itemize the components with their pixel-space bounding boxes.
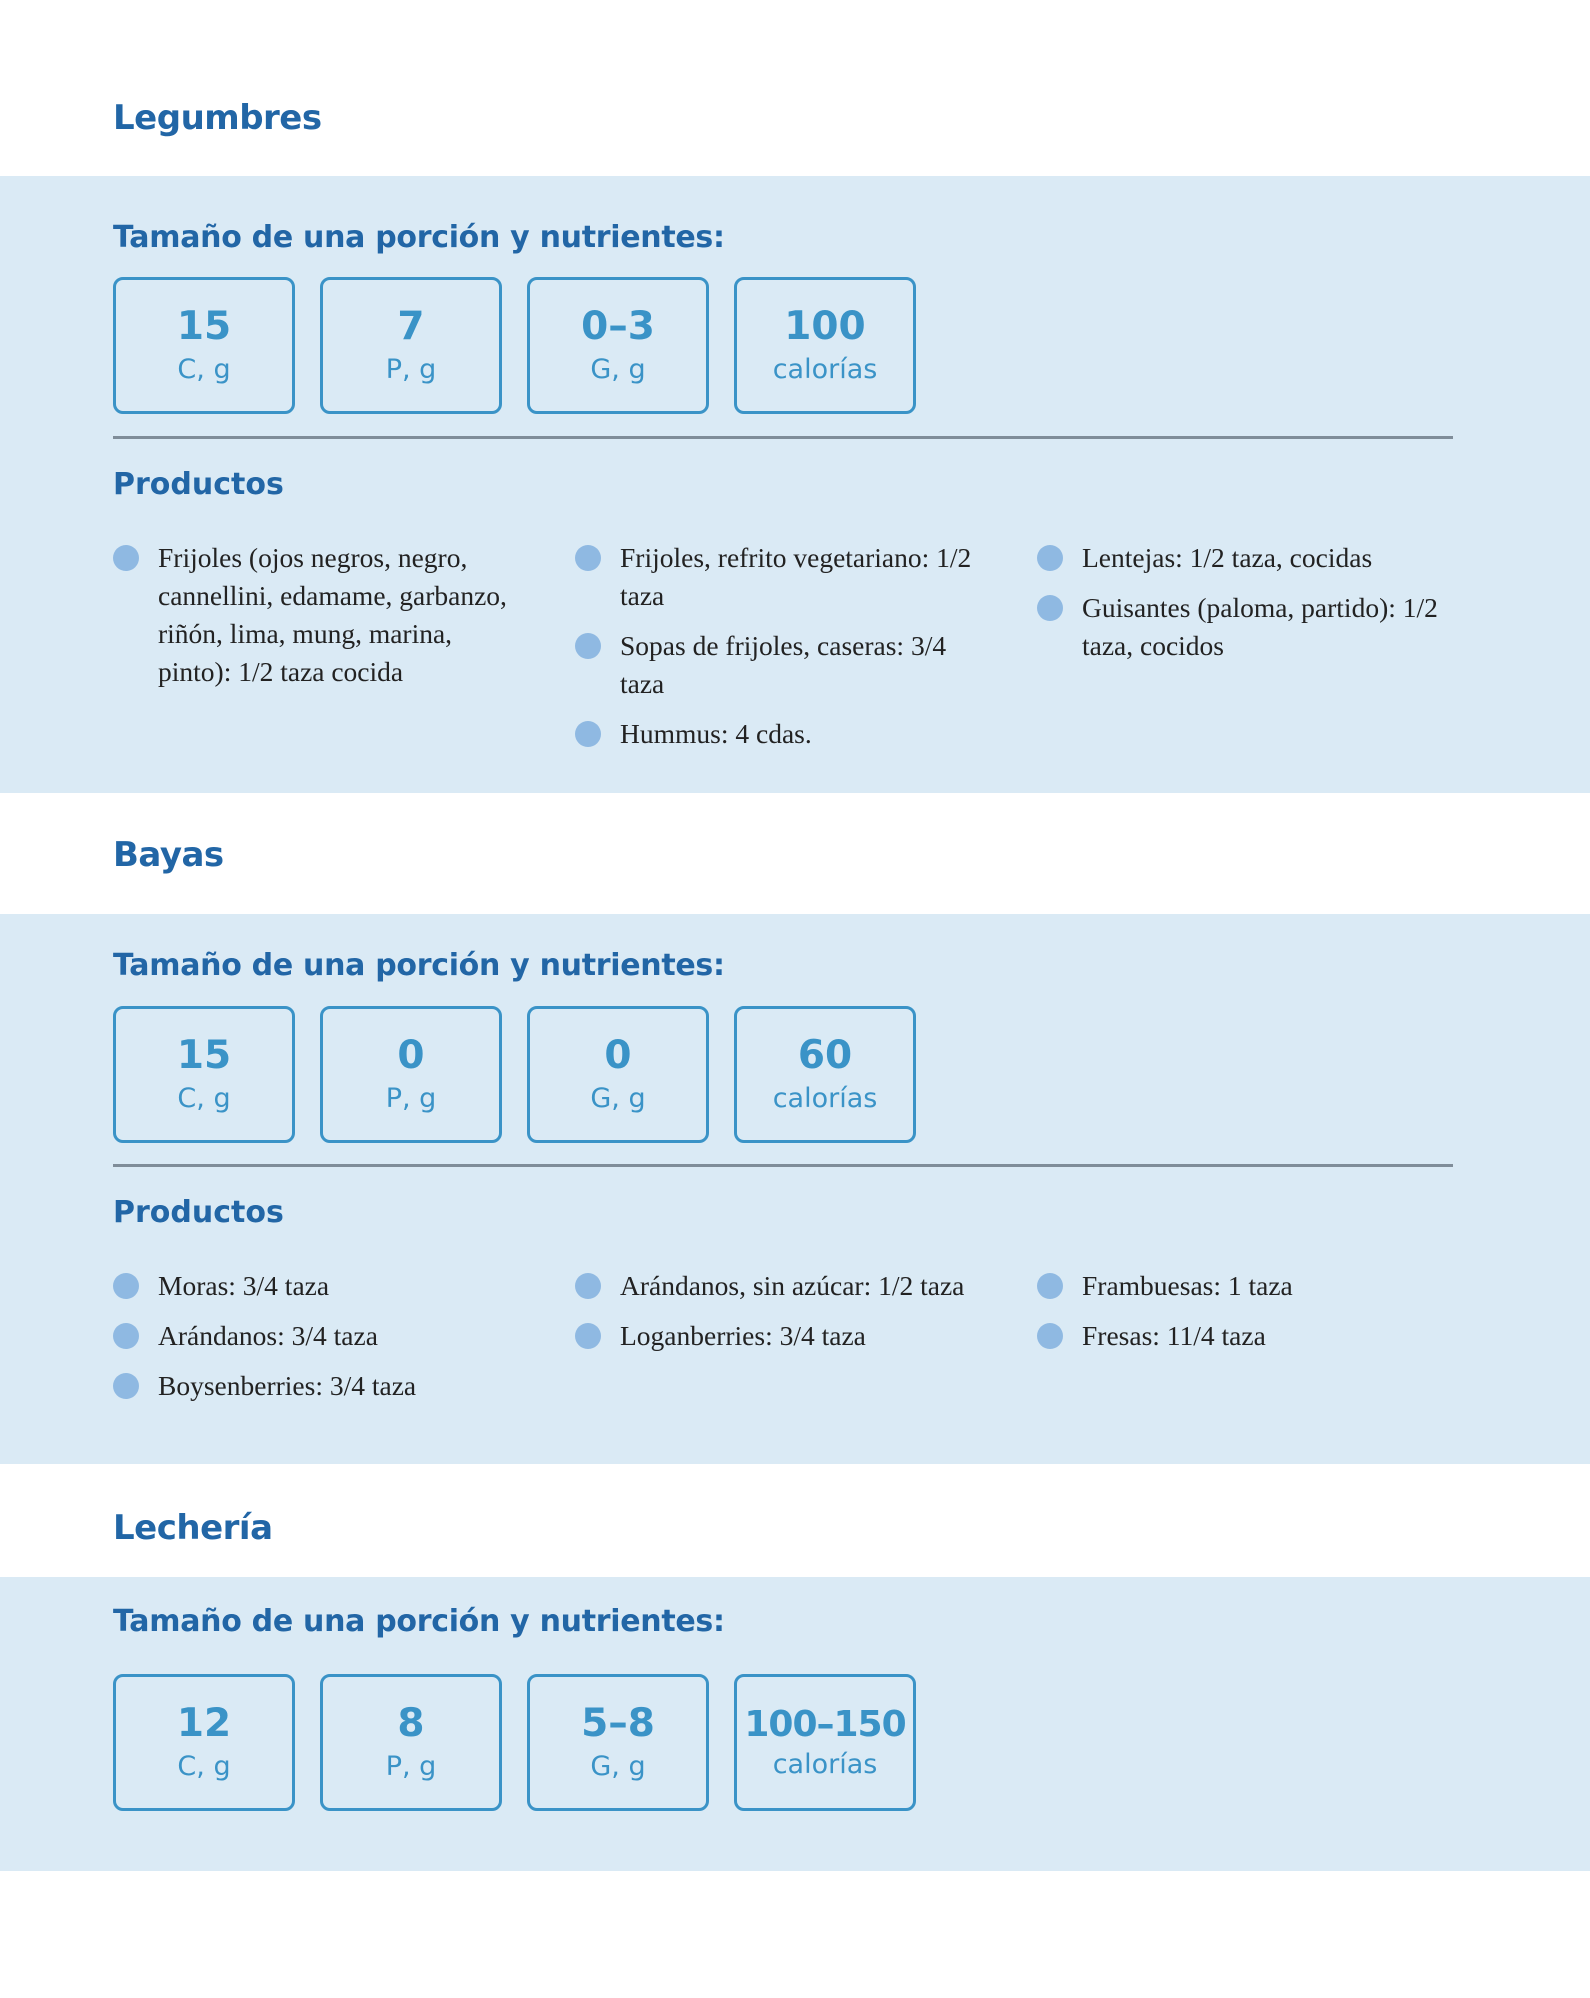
- calories-value: 100–150: [744, 1703, 906, 1745]
- carbs-unit: C, g: [177, 1750, 231, 1782]
- fat-box: [527, 1674, 709, 1811]
- carbs-box: [113, 1006, 295, 1143]
- bullet-dot-icon: [113, 545, 139, 571]
- carbs-box: [113, 1674, 295, 1811]
- calories-box: [734, 1674, 916, 1811]
- list-item-text: Fresas: 11/4 taza: [1082, 1320, 1266, 1351]
- fat-value: 0: [604, 1032, 632, 1078]
- list-item-text: Guisantes (paloma, partido): 1/2 taza, cocidos: [1082, 592, 1438, 661]
- products-title-bayas: Productos: [113, 1195, 284, 1230]
- calories-value: 100: [784, 303, 866, 349]
- list-item: [575, 1317, 995, 1355]
- bullet-dot-icon: [113, 1273, 139, 1299]
- bullet-dot-icon: [575, 721, 601, 747]
- bullet-dot-icon: [113, 1323, 139, 1349]
- carbs-value: 15: [176, 303, 232, 349]
- list-item: [1037, 589, 1477, 665]
- list-item-text: Arándanos: 3/4 taza: [158, 1320, 378, 1351]
- protein-unit: P, g: [385, 1750, 437, 1782]
- protein-box: [320, 1674, 502, 1811]
- list-item: [1037, 1317, 1477, 1355]
- protein-box: [320, 1006, 502, 1143]
- serving-title-lecheria: Tamaño de una porción y nutrientes:: [113, 1604, 725, 1639]
- nutrient-boxes-lecheria: [113, 1674, 916, 1811]
- section-title-bayas: Bayas: [113, 835, 224, 875]
- carbs-box: [113, 277, 295, 414]
- carbs-value: 12: [176, 1700, 232, 1746]
- serving-title-bayas: Tamaño de una porción y nutrientes:: [113, 948, 725, 983]
- calories-unit: calorías: [772, 353, 878, 385]
- list-item: [575, 1267, 995, 1305]
- bullet-dot-icon: [113, 1373, 139, 1399]
- list-item-text: Moras: 3/4 taza: [158, 1270, 330, 1301]
- serving-title-legumbres: Tamaño de una porción y nutrientes:: [113, 220, 725, 255]
- list-item: [575, 539, 995, 615]
- fat-unit: G, g: [590, 353, 646, 385]
- fat-box: [527, 1006, 709, 1143]
- list-item-text: Frambuesas: 1 taza: [1082, 1270, 1293, 1301]
- bullet-dot-icon: [1037, 545, 1063, 571]
- list-item-text: Loganberries: 3/4 taza: [620, 1320, 866, 1351]
- bullet-dot-icon: [1037, 595, 1063, 621]
- bullet-dot-icon: [575, 1323, 601, 1349]
- nutrient-boxes-bayas: [113, 1006, 916, 1143]
- products-column-3: [1037, 1267, 1477, 1367]
- list-item: [575, 715, 995, 753]
- protein-value: 7: [397, 303, 425, 349]
- fat-unit: G, g: [590, 1082, 646, 1114]
- list-item: [113, 1267, 523, 1305]
- protein-value: 0: [397, 1032, 425, 1078]
- section-title-legumbres: Legumbres: [113, 98, 322, 138]
- list-item: [575, 627, 995, 703]
- list-item-text: Hummus: 4 cdas.: [620, 718, 812, 749]
- calories-box: [734, 277, 916, 414]
- list-item-text: Sopas de frijoles, caseras: 3/4 taza: [620, 630, 947, 699]
- list-item-text: Boysenberries: 3/4 taza: [158, 1370, 417, 1401]
- bullet-dot-icon: [575, 633, 601, 659]
- products-column-1: [113, 1267, 523, 1417]
- carbs-unit: C, g: [177, 353, 231, 385]
- protein-unit: P, g: [385, 353, 437, 385]
- list-item: [113, 1317, 523, 1355]
- protein-box: [320, 277, 502, 414]
- calories-unit: calorías: [772, 1082, 878, 1114]
- list-item-text: Arándanos, sin azúcar: 1/2 taza: [620, 1270, 965, 1301]
- bullet-dot-icon: [1037, 1273, 1063, 1299]
- divider: [113, 436, 1453, 439]
- calories-value: 60: [797, 1032, 853, 1078]
- products-title-legumbres: Productos: [113, 467, 284, 502]
- list-item-text: Frijoles (ojos negros, negro, cannellini, edamame, garbanzo, riñón, lima, mung, marina, pinto): 1/2 taza cocida: [158, 542, 507, 687]
- list-item: [1037, 539, 1477, 577]
- fat-value: 5–8: [581, 1700, 655, 1746]
- section-title-lecheria: Lechería: [113, 1508, 273, 1548]
- calories-box: [734, 1006, 916, 1143]
- nutrient-boxes-legumbres: [113, 277, 916, 414]
- products-column-1: [113, 539, 523, 703]
- list-item-text: Lentejas: 1/2 taza, cocidas: [1082, 542, 1373, 573]
- list-item-text: Frijoles, refrito vegetariano: 1/2 taza: [620, 542, 972, 611]
- list-item: [1037, 1267, 1477, 1305]
- products-column-2: [575, 1267, 995, 1367]
- list-item: [113, 539, 523, 691]
- fat-unit: G, g: [590, 1750, 646, 1782]
- carbs-value: 15: [176, 1032, 232, 1078]
- divider: [113, 1164, 1453, 1167]
- bullet-dot-icon: [1037, 1323, 1063, 1349]
- calories-unit: calorías: [772, 1749, 878, 1780]
- fat-box: [527, 277, 709, 414]
- protein-value: 8: [397, 1700, 425, 1746]
- products-column-3: [1037, 539, 1477, 677]
- bullet-dot-icon: [575, 1273, 601, 1299]
- carbs-unit: C, g: [177, 1082, 231, 1114]
- bullet-dot-icon: [575, 545, 601, 571]
- products-column-2: [575, 539, 995, 765]
- list-item: [113, 1367, 523, 1405]
- protein-unit: P, g: [385, 1082, 437, 1114]
- fat-value: 0–3: [581, 303, 655, 349]
